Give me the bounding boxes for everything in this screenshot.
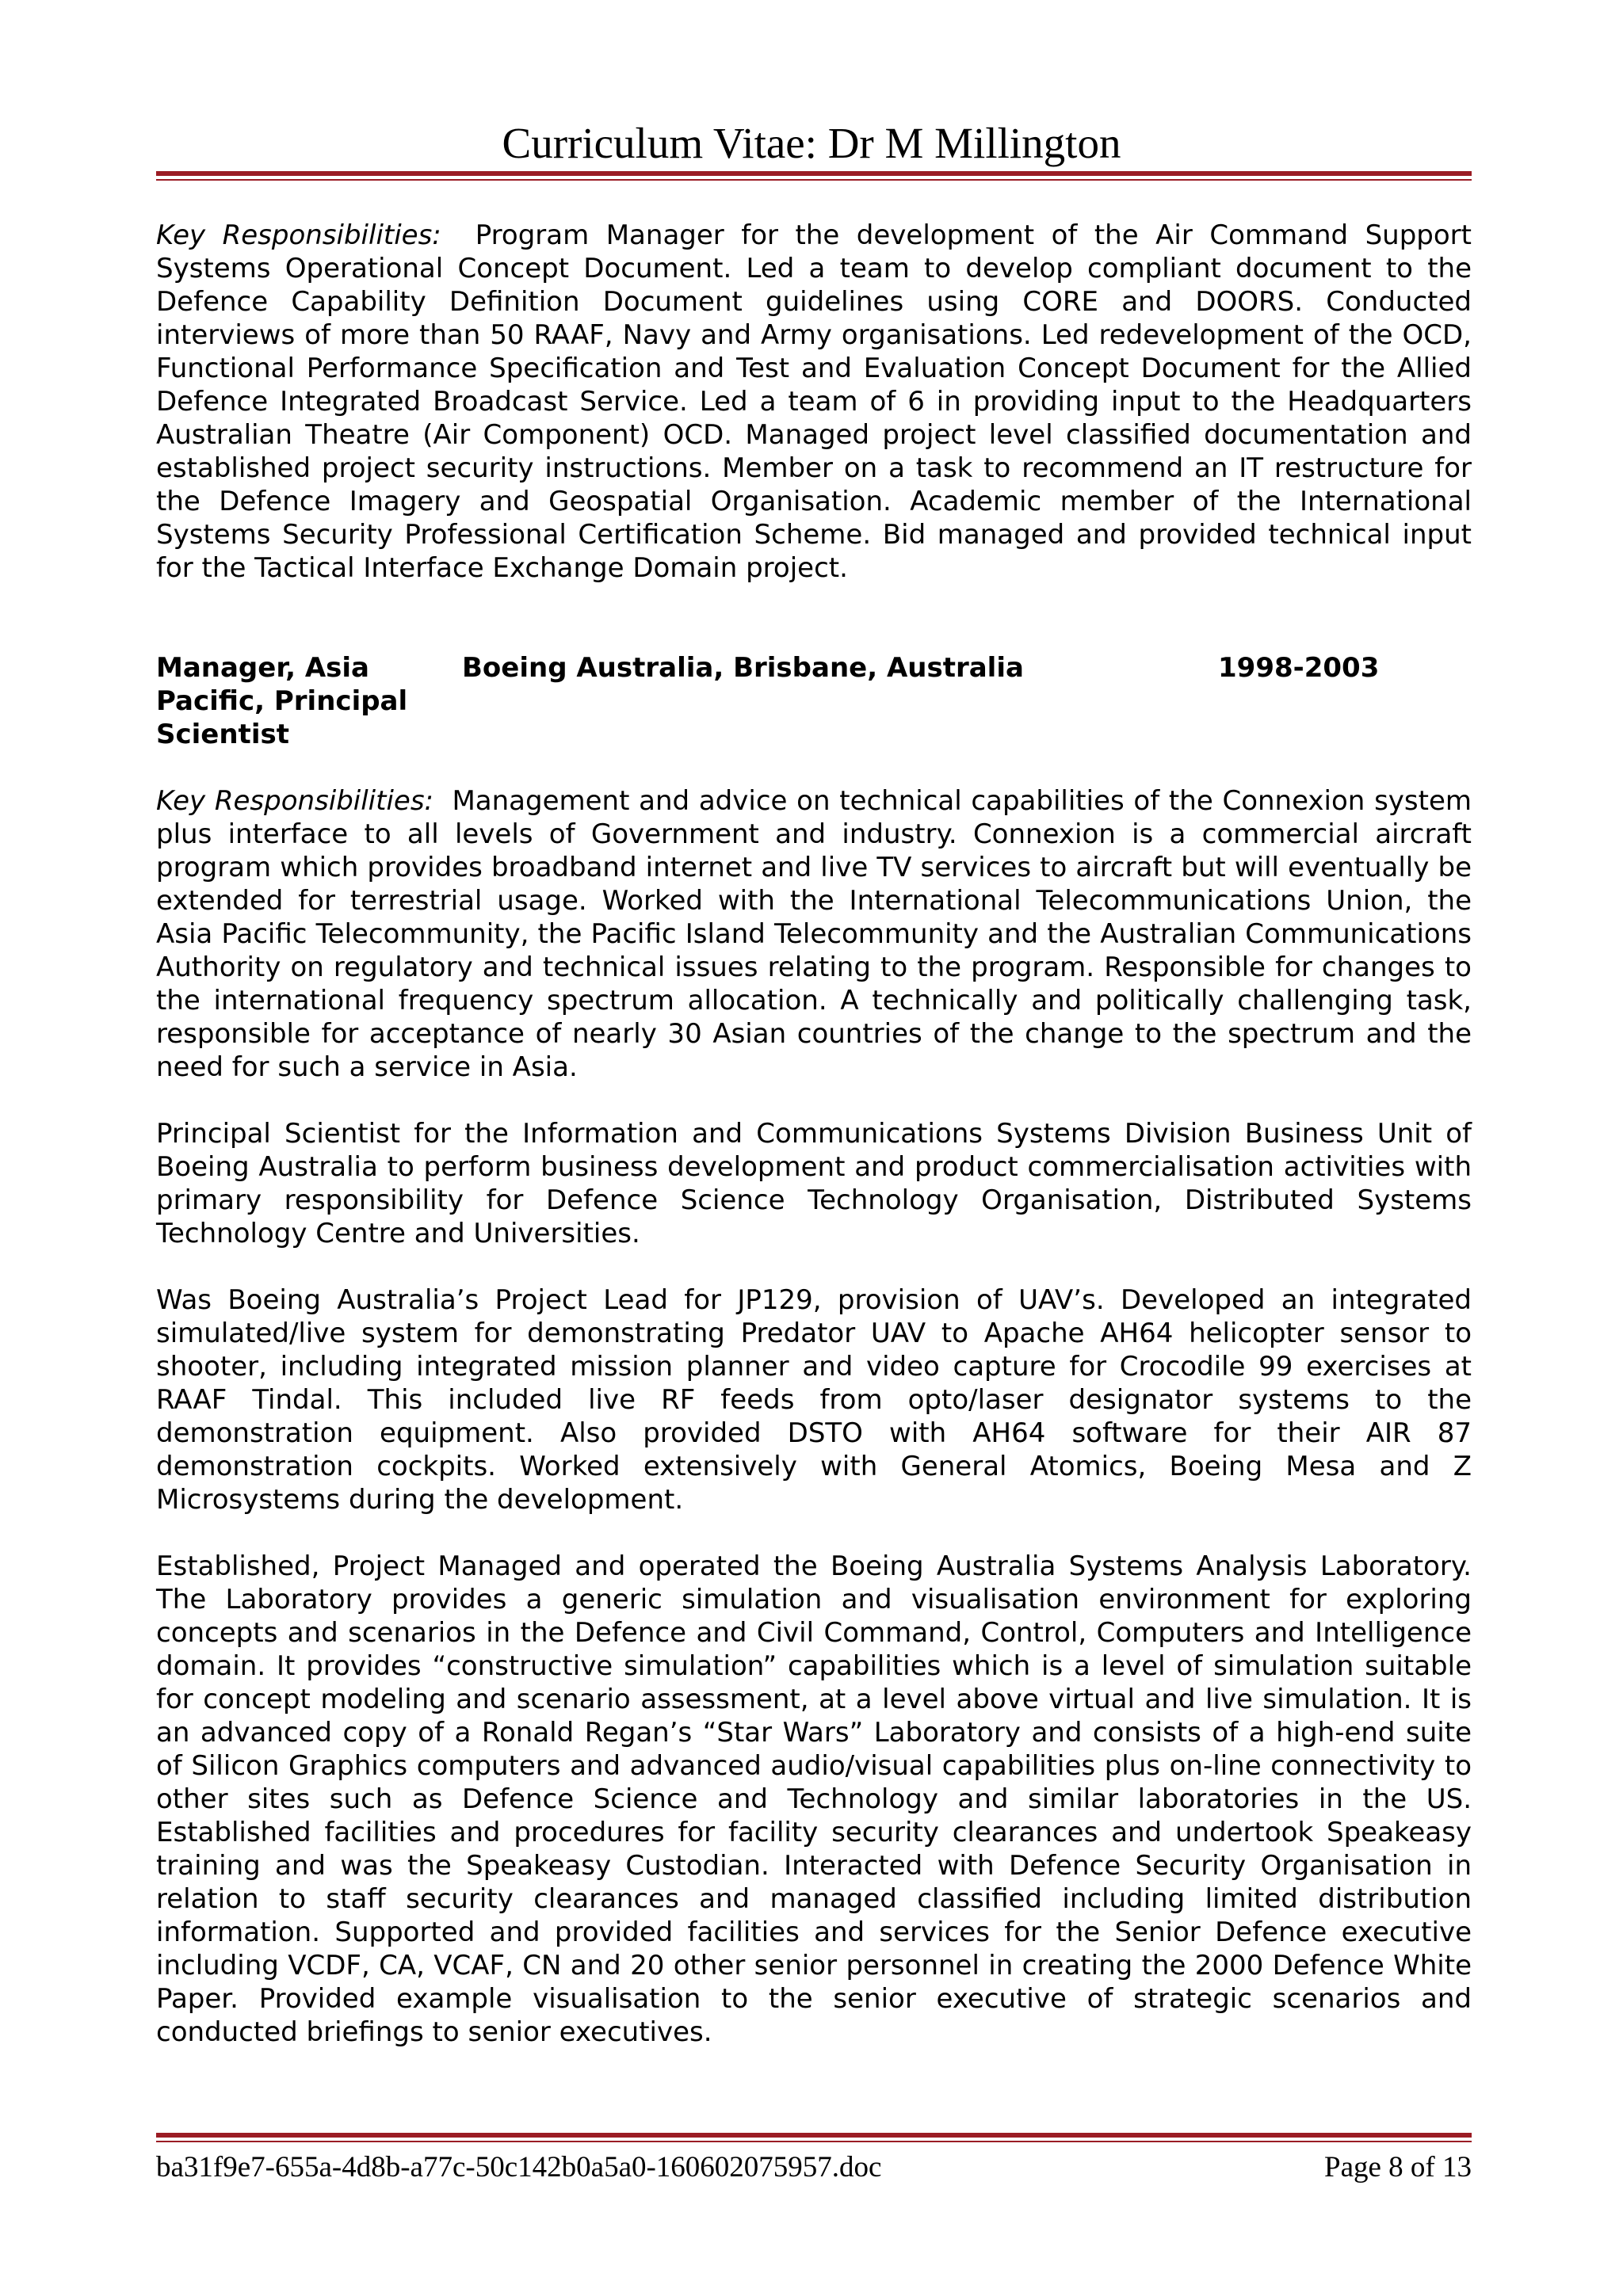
- body-paragraph: Was Boeing Australia’s Project Lead for JP129, provision of UAV’s. Developed an integrated simulated/live system for demonstrating Predator UAV to Apache AH64 helicopter sensor to shooter, including integrated mission planner and video capture for Crocodile 99 exercises at RAAF Tindal. This included live RF feeds from opto/laser designator systems to the demonstration equipment. Also provided DSTO with AH64 software for their AIR 87 demonstration cockpits. Worked extensively with General Atomics, Boeing Mesa and Z Microsystems during the development.: [156, 1284, 1472, 1516]
- header-rule-thin: [156, 179, 1472, 181]
- footer-filename: ba31f9e7-655a-4d8b-a77c-50c142b0a5a0-160602075957.doc: [156, 2151, 882, 2183]
- intro-paragraph: [156, 219, 1472, 585]
- body-paragraph: Principal Scientist for the Information and Communications Systems Division Business Unit of Boeing Australia to perform business development and product commercialisation activities with primary responsibility for Defence Science Technology Organisation, Distributed Systems Technology Centre and Universities.: [156, 1118, 1472, 1249]
- body-paragraph: Established, Project Managed and operated the Boeing Australia Systems Analysis Laboratory. The Laboratory provides a generic simulation and visualisation environment for exploring concepts and scenarios in the Defence and Civil Command, Control, Computers and Intelligence domain. It provides “constructive simulation” capabilities which is a level of simulation suitable for concept modeling and scenario assessment, at a level above virtual and live simulation. It is an advanced copy of a Ronald Regan’s “Star Wars” Laboratory and consists of a high-end suite of Silicon Graphics computers and advanced audio/visual capabilities plus on-line connectivity to other sites such as Defence Science and Technology and similar laboratories in the US. Established facilities and procedures for facility security clearances and undertook Speakeasy training and was the Speakeasy Custodian. Interacted with Defence Security Organisation in relation to staff security clearances and managed classified including limited distribution information. Supported and provided facilities and services for the Senior Defence executive including VCDF, CA, VCAF, CN and 20 other senior personnel in creating the 2000 Defence White Paper. Provided example visualisation to the senior executive of strategic scenarios and conducted briefings to senior executives.: [156, 1550, 1472, 2048]
- role-title: Manager, Asia Pacific, Principal Scientist: [156, 652, 408, 750]
- footer-rule-thin: [156, 2141, 1472, 2142]
- footer-rule-thick: [156, 2133, 1472, 2138]
- role-dates: 1998-2003: [1218, 652, 1380, 684]
- responsibilities-paragraph: [156, 784, 1472, 1084]
- intro-text: Program Manager for the development of the Air Command Support Systems Operational Concept Document. Led a team to develop compliant document to the Defence Capability Definition Document guidelines using CORE and DOORS. Conducted interviews of more than 50 RAAF, Navy and Army organisations. Led redevelopment of the OCD, Functional Performance Specification and Test and Evaluation Concept Document for the Allied Defence Integrated Broadcast Service. Led a team of 6 in providing input to the Headquarters Australian Theatre (Air Component) OCD. Managed project level classified documentation and established project security instructions. Member on a task to recommend an IT restructure for the Defence Imagery and Geospatial Organisation. Academic member of the International Systems Security Professional Certification Scheme. Bid managed and provided technical input for the Tactical Interface Exchange Domain project.: [156, 219, 1472, 584]
- header-rule-thick: [156, 171, 1472, 176]
- responsibilities-label: Key Responsibilities:: [156, 219, 441, 251]
- role-heading: [156, 651, 1472, 751]
- role-organisation: Boeing Australia, Brisbane, Australia: [462, 652, 1024, 684]
- footer-page-number: Page 8 of 13: [1324, 2151, 1472, 2183]
- responsibilities-label: Key Responsibilities:: [156, 785, 433, 817]
- responsibilities-text: Management and advice on technical capabilities of the Connexion system plus interface to all levels of Government and industry. Connexion is a commercial aircraft program which provides broadband internet and live TV services to aircraft but will eventually be extended for terrestrial usage. Worked with the International Telecommunications Union, the Asia Pacific Telecommunity, the Pacific Island Telecommunity and the Australian Communications Authority on regulatory and technical issues relating to the program. Responsible for changes to the international frequency spectrum allocation. A technically and politically challenging task, responsible for acceptance of nearly 30 Asian countries of the change to the spectrum and the need for such a service in Asia.: [156, 785, 1472, 1083]
- page-title: Curriculum Vitae: Dr M Millington: [502, 119, 1121, 167]
- document-body: [156, 219, 1472, 2049]
